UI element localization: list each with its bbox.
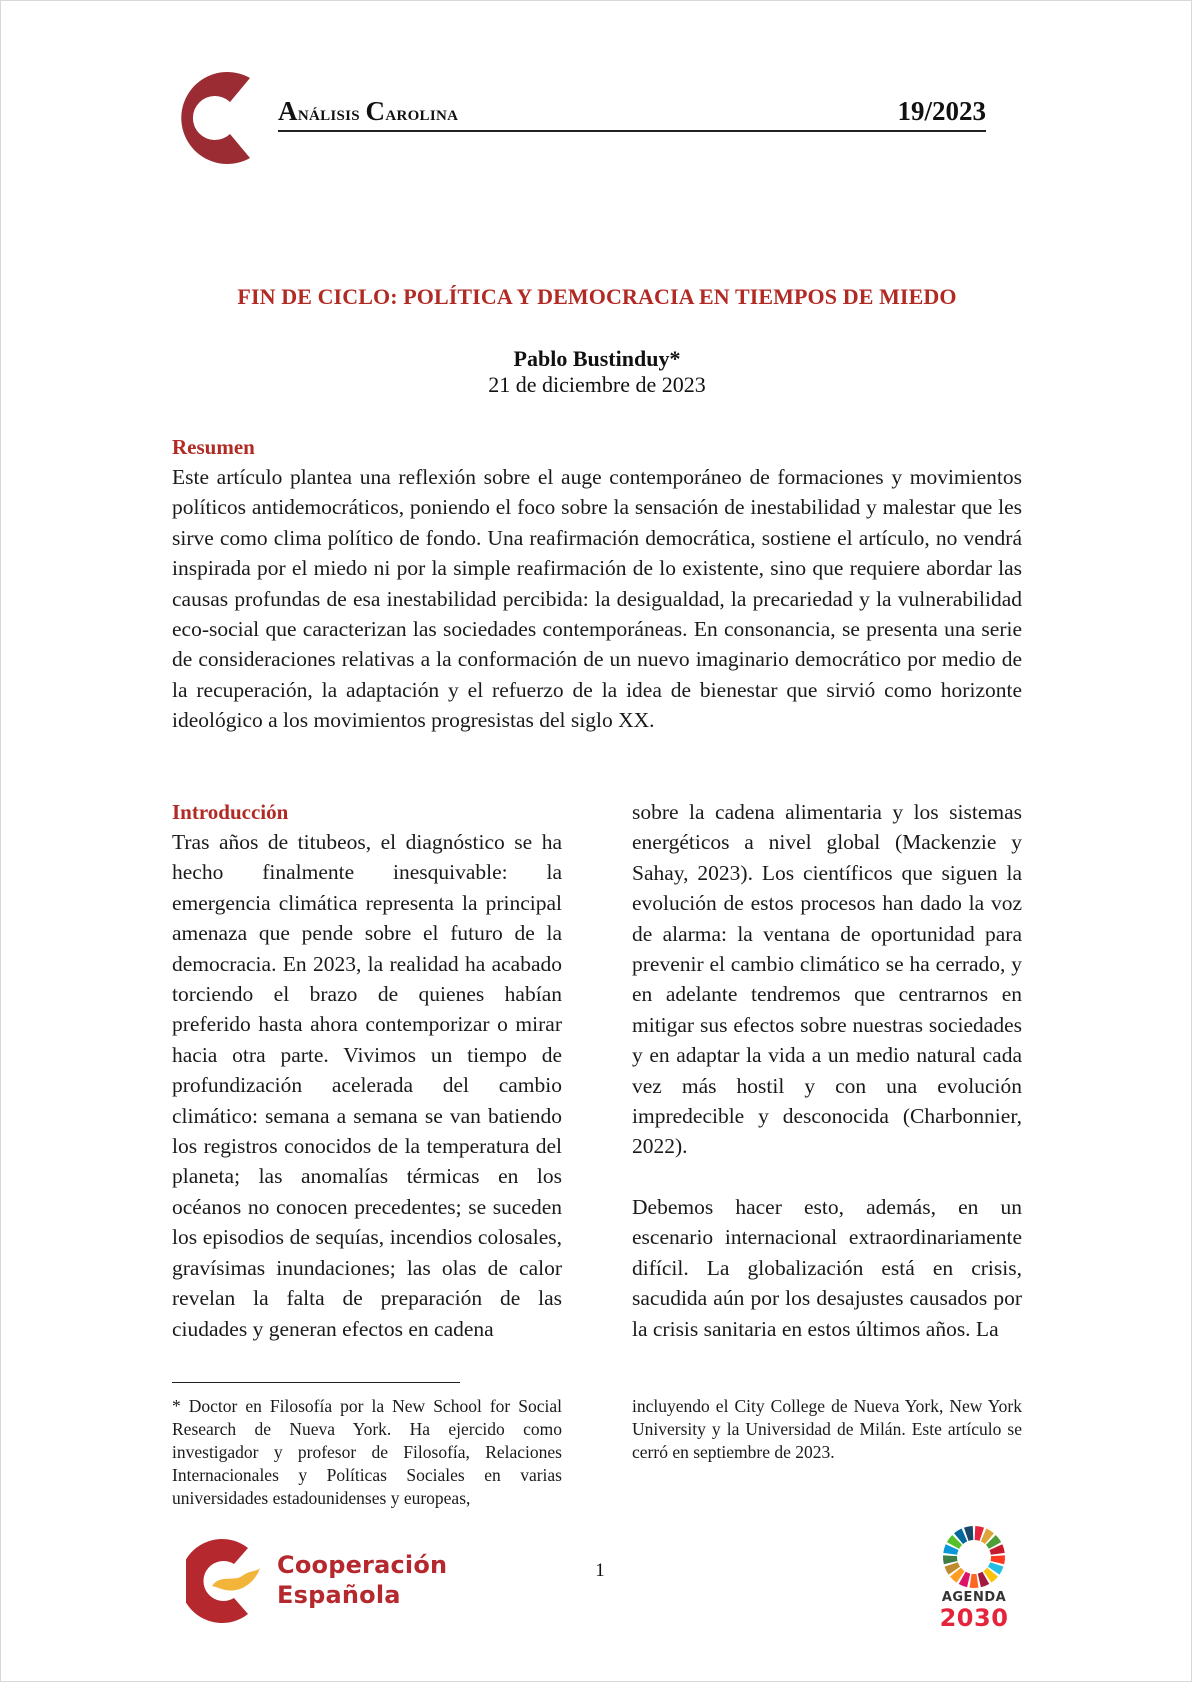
- abstract-section: [172, 432, 1022, 736]
- series-word-analisis: nálisis: [297, 101, 366, 125]
- footnote-text-right: incluyendo el City College de Nueva York, New York University y la Universidad de Milán. Este artículo se cerró en septiembre de 2023.: [632, 1396, 1022, 1462]
- coop-name-line-2: Española: [277, 1581, 401, 1609]
- footnote-right: [632, 1395, 1022, 1464]
- introduction-paragraph-1-continued: sobre la cadena alimentaria y los sistemas energéticos a nivel global (Mackenzie y Sahay, 2023). Los científicos que siguen la evolución de estos procesos han dado la voz de alarma: la ventana de oportunidad para prevenir el cambio climático se ha cerrado, y en adelante tendremos que centrarnos en mitigar sus efectos sobre nuestras sociedades y en adaptar la vida a un medio natural cada vez más hostil y con una evolución impredecible y desconocida (Charbonnier, 2022).: [632, 800, 1022, 1159]
- series-word-carolina: arolina: [385, 101, 459, 125]
- issue-number: 19/2023: [897, 96, 986, 126]
- abstract-heading: Resumen: [172, 435, 255, 459]
- page-number: 1: [595, 1560, 605, 1581]
- abstract-body: Este artículo plantea una reflexión sobre el auge contemporáneo de formaciones y movimientos políticos antidemocráticos, poniendo el foco sobre la sensación de inestabilidad y malestar que les sirve como clima político de fondo. Una reafirmación democrática, sostiene el artículo, no vendrá inspirada por el miedo ni por la simple reafirmación de lo existente, sino que requiere abordar las causas profundas de esa inestabilidad percibida: la desigualdad, la precariedad y la vulnerabilidad eco-social que caracterizan las sociedades contemporáneas. En consonancia, se presenta una serie de consideraciones relativas a la conformación de un nuevo imaginario democrático por medio de la recuperación, la adaptación y el refuerzo de la idea de bienestar que sirvió como horizonte ideológico a los movimientos progresistas del siglo XX.: [172, 465, 1022, 733]
- agenda-year: 2030: [939, 1604, 1009, 1632]
- publication-date: 21 de diciembre de 2023: [488, 372, 706, 397]
- right-column: [632, 797, 1022, 1344]
- carolina-logo-c-shape: [181, 72, 250, 164]
- series-cap-c: C: [365, 96, 386, 126]
- header-bar: [278, 96, 986, 132]
- introduction-paragraph-1: Tras años de titubeos, el diagnóstico se ha hecho finalmente inesquivable: la emergencia climática representa la principal amenaza que pende sobre el futuro de la democracia. En 2023, la realidad ha acabado torciendo el brazo de quienes habían preferido hasta ahora contemporizar o mirar hacia otra parte. Vivimos un tiempo de profundización acelerada del cambio climático: semana a semana se van batiendo los registros conocidos de la temperatura del planeta; las anomalías térmicas en los océanos no conocen precedentes; se suceden los episodios de sequías, incendios colosales, gravísimas inundaciones; las olas de calor revelan la falta de preparación de las ciudades y generan efectos en cadena: [172, 830, 562, 1341]
- footnote-text-left: * Doctor en Filosofía por la New School for Social Research de Nueva York. Ha ejercido como investigador y profesor de Filosofía, Relaciones Internacionales y Políticas Sociales en varias universidades estadounidenses y europeas,: [172, 1396, 562, 1508]
- coop-logo-yellow-wave: [212, 1568, 260, 1591]
- introduction-heading: Introducción: [172, 800, 289, 824]
- agenda-2030-wheel-icon: [942, 1525, 1006, 1589]
- footnote-rule: [172, 1382, 460, 1383]
- coop-name-line-1: Cooperación: [277, 1551, 448, 1579]
- left-column: [172, 797, 562, 1344]
- cooperacion-espanola-name: [277, 1550, 447, 1610]
- series-cap-a: A: [278, 96, 298, 126]
- sdg-wheel-segment: [943, 1555, 957, 1564]
- sdg-wheel-segment: [970, 1574, 979, 1588]
- sdg-wheel-segment: [991, 1555, 1005, 1564]
- footnote-left: [172, 1395, 562, 1510]
- series-name: [278, 96, 458, 127]
- carolina-logo: [180, 72, 268, 164]
- author-name: Pablo Bustinduy*: [513, 346, 681, 371]
- cooperacion-espanola-logo: [186, 1538, 264, 1624]
- introduction-paragraph-2: Debemos hacer esto, además, en un escenario internacional extraordinariamente difícil. La globalización está en crisis, sacudida aún por los desajustes causados por la crisis sanitaria en estos últimos años. La: [632, 1194, 1022, 1341]
- document-title: FIN DE CICLO: POLÍTICA Y DEMOCRACIA EN TIEMPOS DE MIEDO: [237, 284, 957, 309]
- agenda-label: AGENDA: [941, 1590, 1007, 1605]
